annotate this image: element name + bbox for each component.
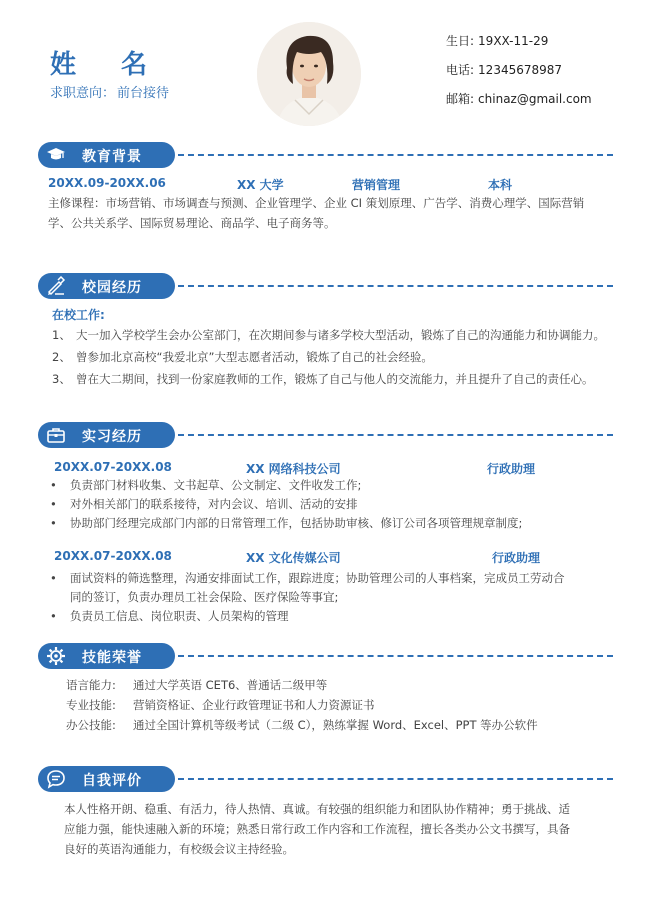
phone-label: 电话: <box>446 63 475 77</box>
skill-label: 办公技能: <box>66 718 116 732</box>
job-company: XX 网络科技公司 <box>246 462 341 476</box>
job-duty-text: 负责员工信息、岗位职责、人员架构的管理 <box>70 609 289 623</box>
campus-item-number: 1、 <box>52 328 71 342</box>
section-title: 技能荣誉 <box>82 650 142 666</box>
section-divider <box>178 285 613 287</box>
skill-value: 通过全国计算机等级考试（二级 C），熟练掌握 Word、Excel、PPT 等办公软件 <box>133 718 538 732</box>
bullet-dot: • <box>50 478 57 492</box>
section-divider <box>178 154 613 156</box>
email <box>446 90 592 107</box>
campus-item-number: 3、 <box>52 372 71 386</box>
education-date: 20XX.09-20XX.06 <box>48 176 166 190</box>
job-date: 20XX.07-20XX.08 <box>54 549 172 563</box>
job-intent-label: 求职意向： <box>50 86 116 101</box>
section-self-header <box>38 766 613 792</box>
resume-header <box>0 0 645 130</box>
campus-subhead: 在校工作: <box>52 308 105 322</box>
self-evaluation-line: 良好的英语沟通能力，有校级会议主持经验。 <box>64 842 294 856</box>
section-title: 自我评价 <box>82 773 142 789</box>
bullet-dot: • <box>50 571 57 585</box>
job-duty-text: 同的签订，负责办理员工社会保险、医疗保险等事宜; <box>70 590 339 604</box>
section-pill <box>38 273 175 299</box>
avatar <box>257 22 361 126</box>
section-divider <box>178 655 613 657</box>
job-intent <box>50 82 169 101</box>
job-duty-text: 面试资料的筛选整理，沟通安排面试工作，跟踪进度；协助管理公司的人事档案，完成员工劳动合 <box>70 571 565 585</box>
section-skills-header <box>38 643 613 669</box>
briefcase-icon <box>46 425 66 445</box>
campus-item-text: 大一加入学校学生会办公室部门，在次期间参与诸多学校大型活动，锻炼了自己的沟通能力和协调能力。 <box>76 328 605 342</box>
job-date: 20XX.07-20XX.08 <box>54 460 172 474</box>
birth-value: 19XX-11-29 <box>478 34 549 48</box>
birth-date <box>446 32 548 49</box>
graduation-cap-icon <box>46 145 66 165</box>
section-internship-header <box>38 422 613 448</box>
education-courses-line: 学、公共关系学、国际贸易理论、商品学、电子商务等。 <box>48 216 336 230</box>
section-divider <box>178 778 613 780</box>
section-divider <box>178 434 613 436</box>
pencil-ruler-icon <box>46 276 66 296</box>
skill-value: 通过大学英语 CET6、普通话二级甲等 <box>133 678 328 692</box>
section-title: 实习经历 <box>82 429 142 445</box>
gear-icon <box>46 646 66 666</box>
chat-bubble-icon <box>46 769 66 789</box>
education-major: 营销管理 <box>352 178 401 192</box>
phone <box>446 61 562 78</box>
job-role: 行政助理 <box>487 462 536 476</box>
education-degree: 本科 <box>488 178 513 192</box>
section-title: 校园经历 <box>82 280 142 296</box>
self-evaluation-line: 应能力强，能快速融入新的环境；熟悉日常行政工作内容和工作流程，擅长各类办公文书撰写，具备 <box>64 822 570 836</box>
email-label: 邮箱: <box>446 92 475 106</box>
email-value: chinaz@gmail.com <box>478 92 592 106</box>
phone-value: 12345678987 <box>478 63 563 77</box>
section-pill <box>38 142 175 168</box>
section-pill <box>38 766 175 792</box>
bullet-dot: • <box>50 609 57 623</box>
job-duty-text: 协助部门经理完成部门内部的日常管理工作，包括协助审核、修订公司各项管理规章制度; <box>70 516 523 530</box>
section-pill <box>38 643 175 669</box>
portrait-image <box>257 22 361 126</box>
section-campus-header <box>38 273 613 299</box>
self-evaluation-line: 本人性格开朗、稳重、有活力，待人热情、真诚。有较强的组织能力和团队协作精神；勇于挑战、适 <box>64 802 570 816</box>
bullet-dot: • <box>50 497 57 511</box>
section-pill <box>38 422 175 448</box>
education-school: XX 大学 <box>237 178 284 192</box>
skill-value: 营销资格证、企业行政管理证书和人力资源证书 <box>133 698 375 712</box>
job-duty-text: 对外相关部门的联系接待，对内会议、培训、活动的安排 <box>70 497 358 511</box>
section-education-header <box>38 142 613 168</box>
job-duty-text: 负责部门材料收集、文书起草、公文制定、文件收发工作; <box>70 478 362 492</box>
job-intent-value: 前台接待 <box>117 86 170 101</box>
education-courses-line: 主修课程：市场营销、市场调查与预测、企业管理学、企业 CI 策划原理、广告学、消费心理学、国际营销 <box>48 196 585 210</box>
campus-item-text: 曾在大二期间，找到一份家庭教师的工作，锻炼了自己与他人的交流能力，并且提升了自己的责任心。 <box>76 372 594 386</box>
candidate-name: 姓 名 <box>50 50 166 80</box>
skill-label: 专业技能: <box>66 698 116 712</box>
campus-item-text: 曾参加北京高校“我爱北京”大型志愿者活动，锻炼了自己的社会经验。 <box>76 350 433 364</box>
campus-item-number: 2、 <box>52 350 71 364</box>
skill-label: 语言能力: <box>66 678 116 692</box>
bullet-dot: • <box>50 516 57 530</box>
job-company: XX 文化传媒公司 <box>246 551 341 565</box>
job-role: 行政助理 <box>492 551 541 565</box>
birth-label: 生日: <box>446 34 475 48</box>
section-title: 教育背景 <box>82 149 142 165</box>
